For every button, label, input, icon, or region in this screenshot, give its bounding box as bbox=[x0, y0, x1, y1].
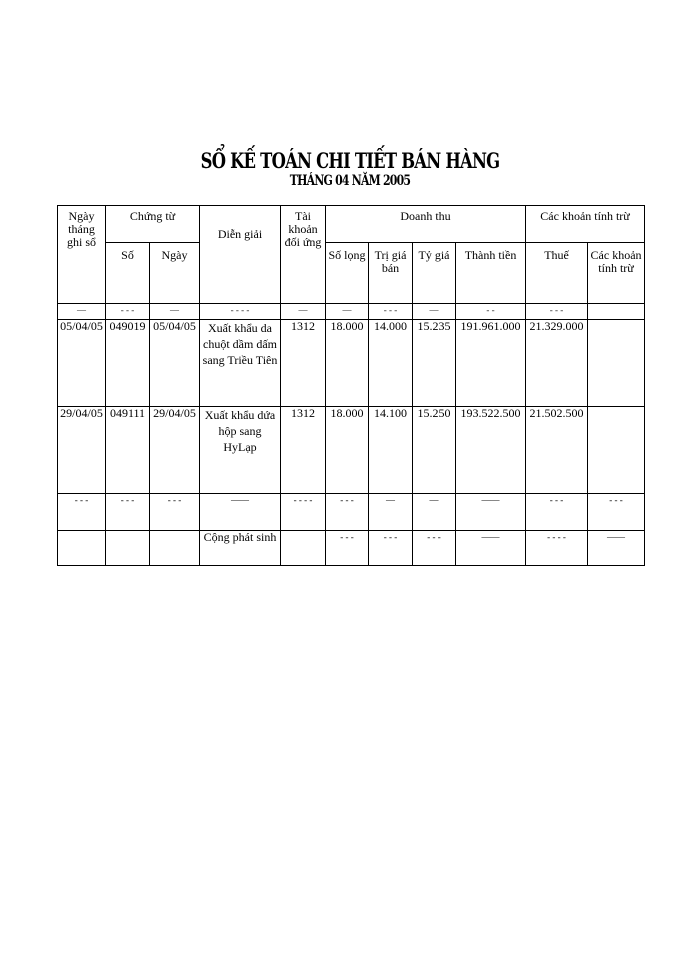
summary-cell: - - - - bbox=[526, 531, 588, 566]
cell-account: 1312 bbox=[281, 407, 326, 494]
summary-cell: - - - bbox=[413, 531, 456, 566]
cell-description: Xuất khẩu dứa hộp sang HyLạp bbox=[200, 407, 281, 494]
cell-other bbox=[588, 320, 645, 407]
ledger-title: SỔ KẾ TOÁN CHI TIẾT BÁN HÀNG bbox=[200, 148, 500, 173]
cell-quantity: 18.000 bbox=[326, 320, 369, 407]
table-row bbox=[58, 320, 645, 407]
summary-empty-cell bbox=[58, 531, 106, 566]
cell-unit-price: 14.000 bbox=[369, 320, 413, 407]
placeholder-cell: —— bbox=[200, 494, 281, 531]
placeholder-cell: — bbox=[413, 494, 456, 531]
dot-cell: — bbox=[58, 304, 106, 320]
placeholder-cell: - - - bbox=[106, 494, 150, 531]
header-account: Tài khoản đối ứng bbox=[281, 206, 326, 304]
placeholder-cell: — bbox=[369, 494, 413, 531]
placeholder-cell: - - - - bbox=[281, 494, 326, 531]
dot-cell: - - bbox=[456, 304, 526, 320]
dot-cell: — bbox=[281, 304, 326, 320]
cell-quantity: 18.000 bbox=[326, 407, 369, 494]
placeholder-cell: - - - bbox=[526, 494, 588, 531]
cell-rate: 15.235 bbox=[413, 320, 456, 407]
cell-tax: 21.502.500 bbox=[526, 407, 588, 494]
column-number-row bbox=[58, 304, 645, 320]
header-date: Ngày tháng ghi sổ bbox=[58, 206, 106, 304]
header-unit-price: Trị giá bán bbox=[369, 243, 413, 304]
header-quantity: Số lọng bbox=[326, 243, 369, 304]
dot-cell: - - - bbox=[106, 304, 150, 320]
dot-cell: — bbox=[150, 304, 200, 320]
summary-cell: - - - bbox=[326, 531, 369, 566]
summary-cell: —— bbox=[588, 531, 645, 566]
header-row-2 bbox=[58, 243, 645, 304]
header-amount: Thành tiền bbox=[456, 243, 526, 304]
header-voucher-no: Số bbox=[106, 243, 150, 304]
summary-label: Cộng phát sinh bbox=[200, 531, 281, 566]
cell-amount: 191.961.000 bbox=[456, 320, 526, 407]
header-row-1 bbox=[58, 206, 645, 243]
summary-cell: —— bbox=[456, 531, 526, 566]
sales-ledger-table bbox=[57, 205, 645, 566]
cell-description: Xuất khẩu da chuột dầm dấm sang Triều Tiên bbox=[200, 320, 281, 407]
header-voucher: Chứng từ bbox=[106, 206, 200, 243]
cell-other bbox=[588, 407, 645, 494]
header-deductions: Các khoản tính trừ bbox=[526, 206, 645, 243]
dot-cell: — bbox=[326, 304, 369, 320]
dot-cell: - - - bbox=[369, 304, 413, 320]
placeholder-cell: - - - bbox=[150, 494, 200, 531]
summary-empty-cell bbox=[150, 531, 200, 566]
cell-voucher-no: 049111 bbox=[106, 407, 150, 494]
cell-voucher-date: 05/04/05 bbox=[150, 320, 200, 407]
cell-account: 1312 bbox=[281, 320, 326, 407]
cell-date: 29/04/05 bbox=[58, 407, 106, 494]
header-rate: Tỷ giá bbox=[413, 243, 456, 304]
cell-voucher-date: 29/04/05 bbox=[150, 407, 200, 494]
header-description: Diễn giải bbox=[200, 206, 281, 304]
cell-tax: 21.329.000 bbox=[526, 320, 588, 407]
summary-empty-cell bbox=[281, 531, 326, 566]
cell-unit-price: 14.100 bbox=[369, 407, 413, 494]
placeholder-cell: - - - bbox=[58, 494, 106, 531]
table-row bbox=[58, 407, 645, 494]
placeholder-row bbox=[58, 494, 645, 531]
header-voucher-date: Ngày bbox=[150, 243, 200, 304]
dot-cell bbox=[588, 304, 645, 320]
summary-row bbox=[58, 531, 645, 566]
cell-amount: 193.522.500 bbox=[456, 407, 526, 494]
dot-cell: - - - bbox=[526, 304, 588, 320]
placeholder-cell: —— bbox=[456, 494, 526, 531]
summary-empty-cell bbox=[106, 531, 150, 566]
cell-voucher-no: 049019 bbox=[106, 320, 150, 407]
placeholder-cell: - - - bbox=[588, 494, 645, 531]
dot-cell: - - - - bbox=[200, 304, 281, 320]
summary-cell: - - - bbox=[369, 531, 413, 566]
header-other-deductions: Các khoản tính trừ bbox=[588, 243, 645, 304]
header-tax: Thuế bbox=[526, 243, 588, 304]
cell-date: 05/04/05 bbox=[58, 320, 106, 407]
cell-rate: 15.250 bbox=[413, 407, 456, 494]
dot-cell: — bbox=[413, 304, 456, 320]
placeholder-cell: - - - bbox=[326, 494, 369, 531]
header-revenue: Doanh thu bbox=[326, 206, 526, 243]
ledger-subtitle: THÁNG 04 NĂM 2005 bbox=[289, 173, 411, 189]
